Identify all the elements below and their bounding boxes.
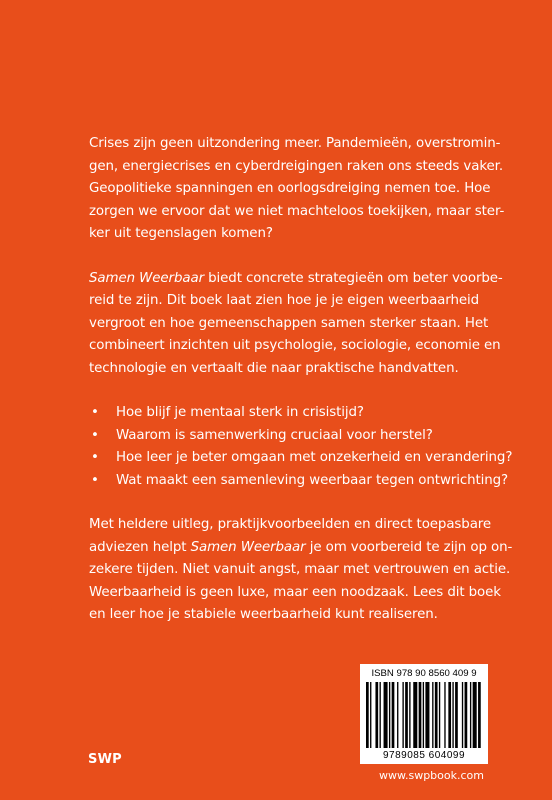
text-line: vergroot en hoe gemeenschappen samen sterker staan. Het [89,315,489,331]
publisher-website: www.swpbook.com [379,769,484,782]
list-item-text: Hoe leer je beter omgaan met onzekerheid en verandering? [116,450,513,465]
text-line: reid te zijn. Dit boek laat zien hoe je je eigen weerbaarheid [89,293,479,308]
text-fragment: je om voorbereid te zijn op on- [305,539,513,555]
bullet-icon: • [91,405,99,420]
book-title-italic: Samen Weerbaar [89,270,204,286]
text-line [89,537,519,560]
text-line: gen, energiecrises en cyberdreigingen raken ons steeds vaker. [89,158,503,174]
text-line: Met heldere uitleg, praktijkvoorbeelden en direct toepasbare [89,517,492,532]
list-item [89,470,519,493]
barcode-bars [364,682,484,748]
back-cover-text [89,133,519,649]
list-item [89,425,519,448]
list-item-text: Waarom is samenwerking cruciaal voor herstel? [116,427,433,443]
text-fragment: biedt concrete strategieën om beter voorbe- [203,270,503,286]
intro-paragraph [89,133,519,246]
bullet-icon: • [91,450,99,465]
text-line: en leer hoe je stabiele weerbaarheid kunt realiseren. [89,607,438,622]
book-title-italic: Samen Weerbaar [190,539,306,555]
list-item [89,402,519,425]
question-list [89,402,519,492]
text-line: ker uit tegenslagen komen? [89,226,273,241]
publisher-logo: SWP [88,752,122,767]
text-line: Weerbaarheid is geen luxe, maar een noodzaak. Lees dit boek [89,584,501,600]
text-line: combineert inzichten uit psychologie, sociologie, economie en [89,338,501,353]
text-line: zorgen we ervoor dat we niet machteloos toekijken, maar ster- [89,203,505,219]
description-paragraph [89,268,519,381]
text-fragment: adviezen helpt [89,539,191,555]
list-item [89,447,519,470]
bullet-icon: • [91,472,99,488]
text-line: zekere tijden. Niet vanuit angst, maar met vertrouwen en actie. [89,562,511,577]
bullet-icon: • [91,427,99,443]
text-line: Geopolitieke spanningen en oorlogsdreiging nemen toe. Hoe [89,181,491,196]
text-line: Crises zijn geen uitzondering meer. Pandemieën, overstromin- [89,136,501,151]
text-line: technologie en vertaalt die naar praktische handvatten. [89,360,459,376]
closing-paragraph [89,514,519,627]
list-item-text: Wat maakt een samenleving weerbaar tegen ontwrichting? [116,472,509,488]
list-item-text: Hoe blijf je mentaal sterk in crisistijd? [116,405,364,420]
isbn-barcode [360,664,488,764]
isbn-label: ISBN 978 90 8560 409 9 [371,668,477,679]
text-line [89,268,519,291]
ean-digits: 9789085 604099 [382,750,466,761]
